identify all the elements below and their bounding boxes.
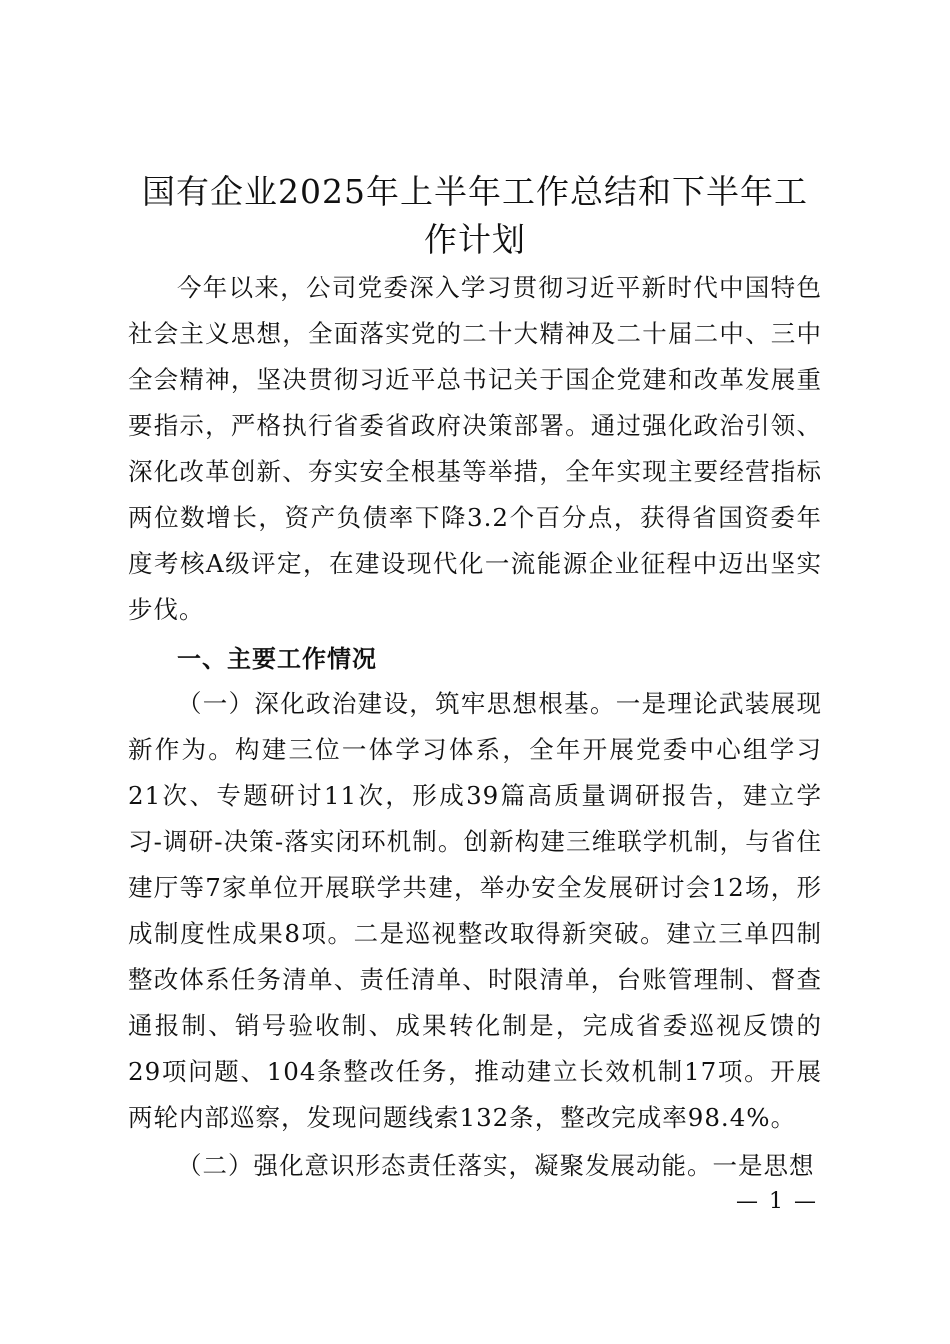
- intro-paragraph: 今年以来，公司党委深入学习贯彻习近平新时代中国特色社会主义思想，全面落实党的二十大精神及二十届二中、三中全会精神，坚决贯彻习近平总书记关于国企党建和改革发展重要指示，严格执行省委省政府决策部署。通过强化政治引领、深化改革创新、夯实安全根基等举措，全年实现主要经营指标两位数增长，资产负债率下降3.2个百分点，获得省国资委年度考核A级评定，在建设现代化一流能源企业征程中迈出坚实步伐。: [128, 273, 822, 624]
- document-title: 国有企业2025年上半年工作总结和下半年工作计划: [142, 172, 808, 259]
- subsection-1-paragraph: （一）深化政治建设，筑牢思想根基。一是理论武装展现新作为。构建三位一体学习体系，全年开展党委中心组学习21次、专题研讨11次，形成39篇高质量调研报告，建立学习-调研-决策-落实闭环机制。创新构建三维联学机制，与省住建厅等7家单位开展联学共建，举办安全发展研讨会12场，形成制度性成果8项。二是巡视整改取得新突破。建立三单四制整改体系任务清单、责任清单、时限清单，台账管理制、督查通报制、销号验收制、成果转化制是，完成省委巡视反馈的29项问题、104条整改任务，推动建立长效机制17项。开展两轮内部巡察，发现问题线索132条，整改完成率98.4%。: [128, 689, 822, 1132]
- section-heading: 一、主要工作情况: [177, 645, 377, 673]
- page-number: — 1 —: [736, 1189, 818, 1214]
- subsection-2-paragraph: （二）强化意识形态责任落实，凝聚发展动能。一是思想: [177, 1151, 815, 1180]
